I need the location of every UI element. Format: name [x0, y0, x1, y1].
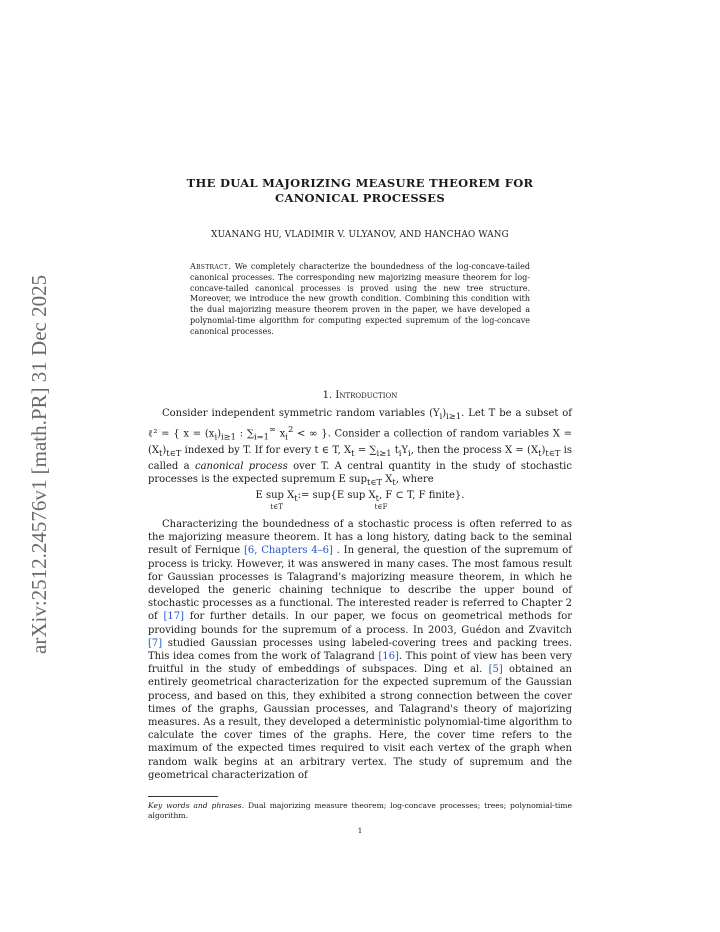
display-equation: E sup $X_t$ t∈T := sup{E sup $X_t$, F ⊂ T, F finite}. t∈F: [255, 490, 465, 511]
abstract-text: We completely characterize the boundedness of the log-concave-tailed canonical processes. The corresponding new majorizing measure theorem for log-concave-tailed canonical processes is proved using the new tree structure. Moreover, we introduce the new growth condition. Combining this condition with the dual majorizing measure theorem proven in the paper, we have developed a polynomial-time algorithm for computing expected supremum of the log-concave canonical processes.: [190, 262, 530, 336]
p1-text: ): [442, 408, 447, 419]
p1-text: Y: [401, 444, 409, 456]
p1-text: indexed by T. If for every t ∈ T, X: [181, 444, 352, 456]
p2-text: studied Gaussian processes using labeled-covering trees and packing trees. This idea comes from the work of Talagrand: [148, 637, 572, 663]
title-line-2: CANONICAL PROCESSES: [275, 191, 445, 205]
section-title: Introduction: [335, 390, 398, 401]
p1-text: ): [162, 444, 167, 456]
citation-link[interactable]: [6, Chapters 4–6]: [244, 545, 333, 557]
footnote-label: Key words and phrases.: [148, 801, 245, 810]
page-number: 1: [357, 826, 363, 835]
eq-left: E sup X: [255, 490, 295, 501]
arxiv-stamp-text: arXiv:2512.24576v1 [math.PR] 31 Dec 2025: [27, 274, 51, 654]
p1-text: over T. A central quantity in the study of stochastic processes is the expected supremum E sup: [148, 460, 572, 486]
citation-link[interactable]: [16]: [378, 651, 399, 663]
p1-text: Consider independent symmetric random variables (Y: [162, 408, 440, 419]
paragraph-2: [148, 518, 572, 782]
p1-text: ): [541, 444, 546, 456]
citation-link[interactable]: [17]: [163, 611, 185, 623]
p1-text: t: [391, 444, 399, 456]
footnote-text: Dual majorizing measure theorem; log-concave processes; trees; polynomial-time algorithm.: [148, 801, 572, 820]
eq-right-sub: t∈F: [374, 503, 388, 511]
footnote-divider: [148, 796, 218, 797]
p1-text: : ∑: [235, 428, 254, 440]
p1-text: = ∑: [354, 444, 377, 456]
title-line-1: THE DUAL MAJORIZING MEASURE THEOREM FOR: [186, 176, 534, 190]
arxiv-identifier-stamp: [18, 240, 58, 660]
abstract-label: Abstract.: [190, 262, 231, 271]
eq-right-tail: , F ⊂ T, F finite}.: [378, 490, 465, 501]
p1-text: is called a: [148, 444, 572, 472]
p2-text: . This point of view has been very fruitful in the study of embeddings of subspaces. Ding et al.: [148, 651, 572, 676]
author-list: XUANANG HU, VLADIMIR V. ULYANOV, AND HANCHAO WANG: [211, 230, 509, 240]
footnote: [148, 801, 572, 821]
citation-link[interactable]: [5]: [488, 664, 503, 676]
p2-text: for further details. In our paper, we focus on geometrical methods for providing bounds for the supremum of a process. In 2003, Guédon and Zvavitch: [148, 611, 573, 636]
section-number: 1.: [322, 390, 333, 401]
abstract: [190, 262, 530, 338]
p1-text: x: [275, 428, 286, 440]
p1-text: . Let T be a subset of ℓ² = { x = (x: [148, 408, 572, 440]
p1-text: < ∞ }. Consider a collection of random variables X = (X: [148, 428, 572, 456]
p1-text: ): [217, 428, 222, 440]
eq-right: := sup{E sup X: [297, 490, 376, 501]
eq-left-sub: t∈T: [270, 503, 283, 511]
p1-text: , then the process X = (X: [410, 444, 539, 456]
citation-link[interactable]: [7]: [148, 637, 163, 649]
emphasis-canonical-process: canonical process: [194, 460, 288, 472]
p2-text: obtained an entirely geometrical characterization for the expected supremum of the Gaussian process, and based on this, they exhibited a strong connection between the cover times of the graphs, Gaussian processes, and Talagrand's theory of majorizing measures. As a result, they developed a deterministic polynomial-time algorithm to calculate the cover times of the graphs. Here, the cover time refers to the maximum of the expected times required to visit each vertex of the graph when random walk begins at an arbitrary vertex. The study of supremum and the geometrical characterization of: [148, 664, 572, 781]
arxiv-stamp-svg: [18, 240, 58, 660]
p1-text: , where: [395, 474, 434, 486]
paper-title: [146, 176, 574, 206]
p2-text: . In general, the question of the supremum of process is tricky. However, it was answered in many cases. The most famous result for Gaussian processes is Talagrand's majorizing measure theorem, in which he developed the generic chaining technique to describe the upper bound of stochastic processes as a functional. The interested reader is referred to Chapter 2 of: [148, 545, 572, 623]
paragraph-1: Consider independent symmetric random variables $(Y_i)_{i\ge 1}$. Let T be a subset of ℓ² = { $x = (x_i)_{i\ge 1}$ : $\sum_{i=1}^\infty$ $x_i^2$ < ∞ }. Consider a collection of random variables $X = (X_t)_{t\in T}$ indexed by T. If for every t ∈ T, $X_t = \sum_{i\ge 1}$ $t_iY_i$, then the process $X = (X_t)_{t\in T}$ is called a canonical process over T. A central quantity in the study of stochastic processes is the expected supremum E sup$_{t\in T}$ $X_t$, where: [148, 408, 572, 488]
p1-text: X: [382, 474, 393, 486]
p2-text: Characterizing the boundedness of a stochastic process is often referred to as the majorizing measure theorem. It has a long history, dating back to the seminal result of Fernique: [148, 519, 572, 557]
section-heading: [146, 390, 574, 401]
